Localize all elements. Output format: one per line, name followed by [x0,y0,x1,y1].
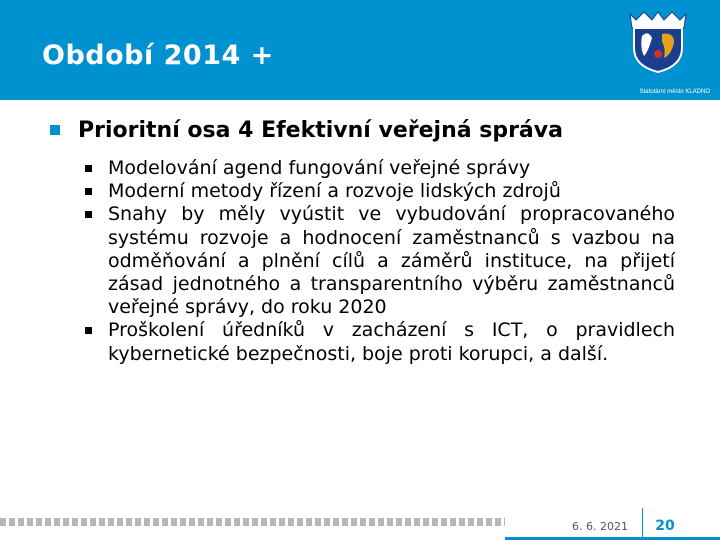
page-number: 20 [655,518,675,534]
list-item-text: Moderní metody řízení a rozvoje lidských zdrojů [108,180,561,203]
slide-title: Období 2014 + [42,40,274,71]
bullet-list [85,157,675,366]
list-item-text: Modelování agend fungování veřejné správy [108,157,531,179]
slide-body [50,118,690,366]
header-bar [0,0,720,100]
list-item-text: Proškolení úředníků v zacházení s ICT, o pravidlech kybernetické bezpečnosti, boje proti korupci, a další. [108,319,675,365]
list-item [85,180,675,203]
city-label: Statutární město KLADNO [639,89,710,95]
city-coat-of-arms-icon [622,8,694,74]
square-bullet-icon [85,165,92,172]
section-heading: Prioritní osa 4 Efektivní veřejná správa [78,118,563,143]
footer-dotted-line [0,518,505,526]
list-item-text: Snahy by měly vyústit ve vybudování propracovaného systému rozvoje a hodnocení zaměstnanců s vazbou na odměňování a plnění cílů a záměrů instituce, na přijetí zásad jednotného a transparentního výběru zaměstnanců veřejné správy, do roku 2020 [108,203,675,319]
main-bullet [50,118,690,144]
square-bullet-icon [85,188,92,195]
list-item [85,157,675,180]
list-item [85,319,675,365]
list-item [85,203,675,319]
square-bullet-icon [85,327,92,334]
footer-divider [642,508,643,540]
footer-date: 6. 6. 2021 [572,520,628,533]
square-bullet-icon [50,125,60,135]
square-bullet-icon [85,211,92,218]
